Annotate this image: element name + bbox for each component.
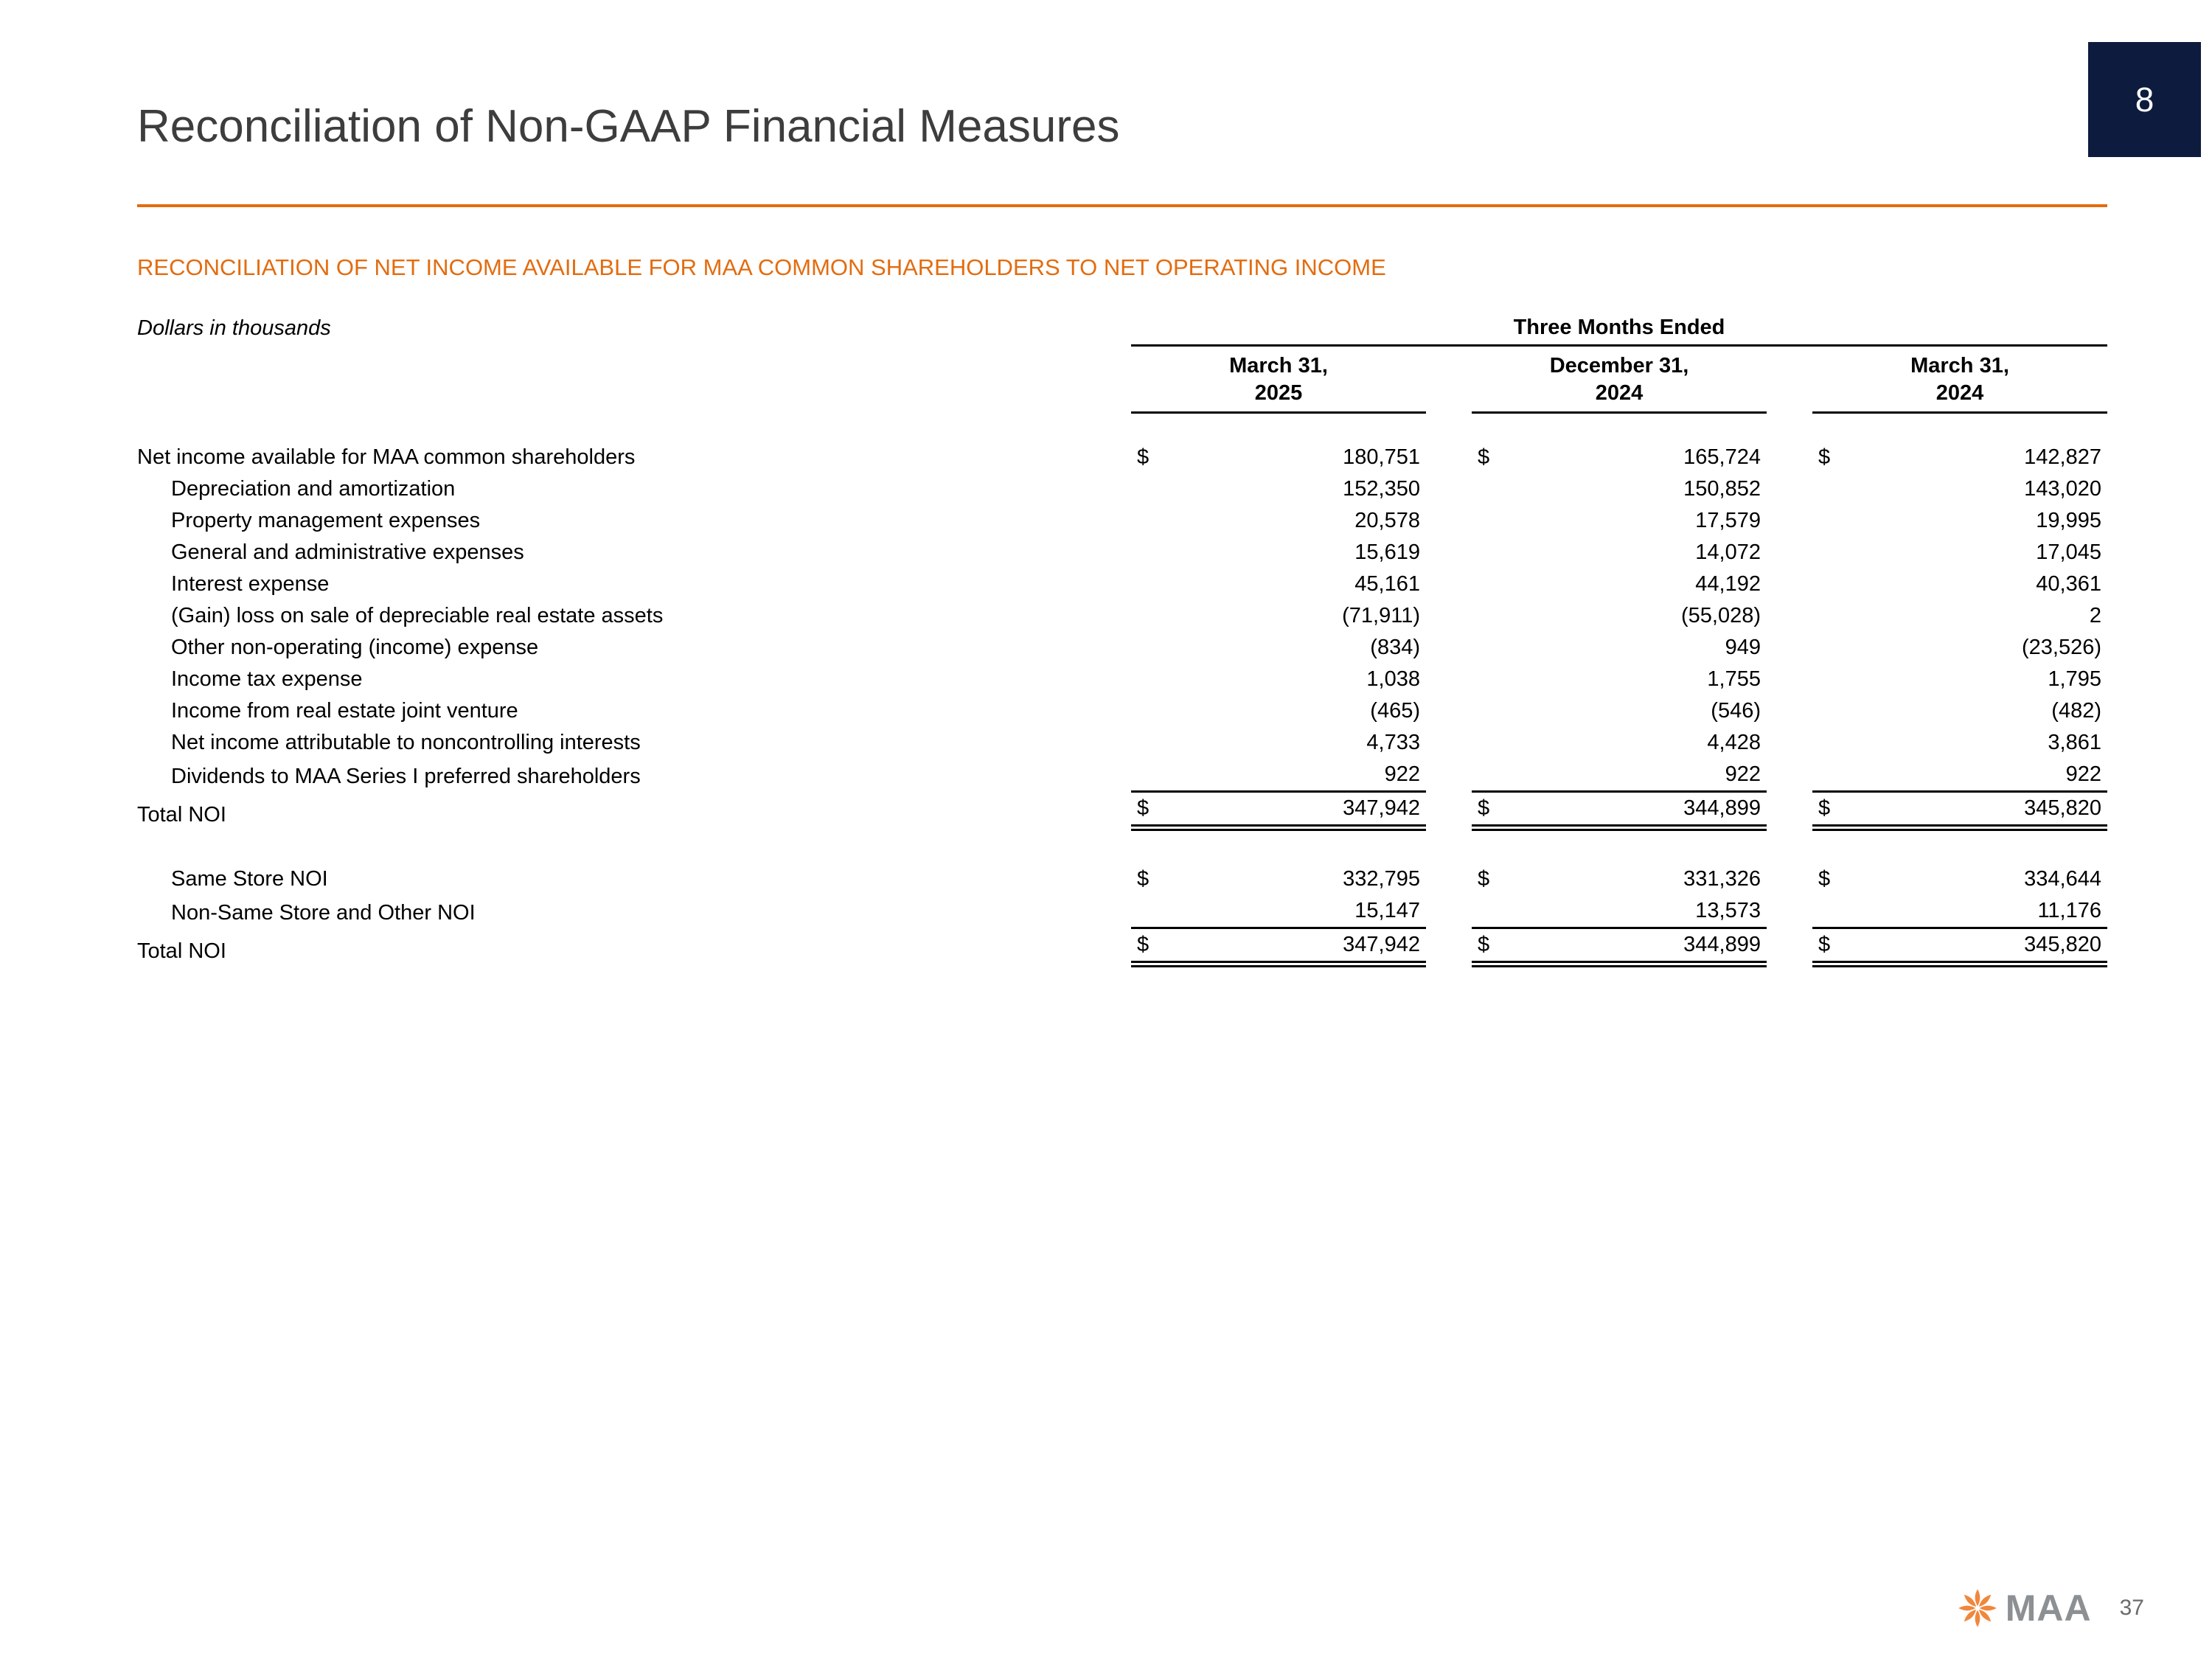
column-header-1-line2: 2025	[1254, 381, 1303, 405]
row-label: Property management expenses	[171, 509, 481, 532]
column-header-3-line1: March 31,	[1910, 354, 2009, 378]
value-cell-col3	[1812, 895, 2107, 929]
table-row	[137, 473, 2107, 505]
value: 11,176	[2037, 899, 2101, 922]
value-cell-col2	[1472, 863, 1767, 895]
table-row	[137, 793, 2107, 831]
table-row	[137, 568, 2107, 600]
value-cell-col2	[1472, 727, 1767, 759]
value: 20,578	[1354, 509, 1420, 532]
value: 345,820	[2024, 933, 2101, 956]
row-label: Net income available for MAA common shareholders	[137, 445, 636, 469]
value: 347,942	[1343, 796, 1420, 820]
value: 40,361	[2036, 572, 2101, 596]
value: (23,526)	[2021, 636, 2101, 659]
value: 45,161	[1354, 572, 1420, 596]
section-heading: RECONCILIATION OF NET INCOME AVAILABLE FOR MAA COMMON SHAREHOLDERS TO NET OPERATING INCOME	[137, 254, 1386, 280]
dollar-sign: $	[1137, 867, 1150, 891]
group-header: Three Months Ended	[1131, 316, 2107, 347]
row-label: Total NOI	[137, 939, 226, 963]
maa-logo-icon	[1957, 1587, 1998, 1629]
value-cell-col2	[1472, 568, 1767, 600]
value-cell-col3	[1812, 664, 2107, 695]
value: 15,147	[1354, 899, 1420, 922]
dollar-sign: $	[1818, 933, 1831, 956]
value: 13,573	[1695, 899, 1761, 922]
dollar-sign: $	[1137, 445, 1150, 469]
maa-logo-text: MAA	[2005, 1587, 2092, 1629]
dollar-sign: $	[1818, 445, 1831, 469]
table-row	[137, 442, 2107, 473]
row-label: Same Store NOI	[171, 867, 328, 891]
value-cell-col2	[1472, 632, 1767, 664]
value-cell-col1	[1131, 473, 1426, 505]
value: 142,827	[2024, 445, 2101, 469]
value: (834)	[1370, 636, 1420, 659]
table-row	[137, 537, 2107, 568]
value: 332,795	[1343, 867, 1420, 891]
row-label: Income from real estate joint venture	[171, 699, 518, 723]
dollar-sign: $	[1137, 933, 1150, 956]
value: 344,899	[1683, 933, 1761, 956]
table-row	[137, 929, 2107, 967]
units-note: Dollars in thousands	[137, 316, 331, 340]
value-cell-col1	[1131, 759, 1426, 793]
table-body-breakdown	[137, 863, 2107, 967]
column-header-1	[1131, 352, 1426, 414]
value-cell-col2	[1472, 505, 1767, 537]
value-cell-col1	[1131, 664, 1426, 695]
value-cell-col1	[1131, 568, 1426, 600]
row-label: Depreciation and amortization	[171, 477, 456, 501]
value: 15,619	[1354, 540, 1420, 564]
table-body-main	[137, 442, 2107, 831]
dollar-sign: $	[1137, 796, 1150, 820]
row-label: Interest expense	[171, 572, 330, 596]
value-cell-col1	[1131, 537, 1426, 568]
value-cell-col1	[1131, 929, 1426, 967]
value: 4,733	[1366, 731, 1420, 754]
value: 344,899	[1683, 796, 1761, 820]
value: 143,020	[2024, 477, 2101, 501]
accent-divider	[137, 204, 2107, 207]
value: 922	[1725, 762, 1761, 786]
column-header-2-line2: 2024	[1595, 381, 1644, 405]
column-header-2-line1: December 31,	[1549, 354, 1689, 378]
value: (71,911)	[1342, 604, 1420, 627]
footer	[1957, 1587, 2144, 1630]
value-cell-col1	[1131, 442, 1426, 473]
value-cell-col3	[1812, 793, 2107, 831]
value-cell-col1	[1131, 695, 1426, 727]
dollar-sign: $	[1478, 445, 1490, 469]
table-row	[137, 863, 2107, 895]
value-cell-col3	[1812, 929, 2107, 967]
value: 347,942	[1343, 933, 1420, 956]
row-label: (Gain) loss on sale of depreciable real estate assets	[171, 604, 664, 627]
dollar-sign: $	[1478, 933, 1490, 956]
value: 14,072	[1695, 540, 1761, 564]
page-number-badge: 8	[2088, 42, 2201, 157]
table-header-group-row	[137, 316, 2107, 347]
value-cell-col1	[1131, 632, 1426, 664]
row-label: Other non-operating (income) expense	[171, 636, 539, 659]
value-cell-col2	[1472, 759, 1767, 793]
value-cell-col2	[1472, 537, 1767, 568]
value-cell-col2	[1472, 695, 1767, 727]
value-cell-col3	[1812, 473, 2107, 505]
column-header-1-line1: March 31,	[1229, 354, 1328, 378]
dollar-sign: $	[1478, 867, 1490, 891]
row-label: Total NOI	[137, 803, 226, 827]
column-header-3-line2: 2024	[1935, 381, 1984, 405]
row-label: Dividends to MAA Series I preferred shareholders	[171, 765, 641, 788]
value-cell-col2	[1472, 793, 1767, 831]
value-cell-col2	[1472, 600, 1767, 632]
value-cell-col3	[1812, 600, 2107, 632]
table-header-columns-row	[137, 352, 2107, 414]
value: 165,724	[1683, 445, 1761, 469]
value-cell-col3	[1812, 537, 2107, 568]
row-label: General and administrative expenses	[171, 540, 524, 564]
value-cell-col3	[1812, 759, 2107, 793]
value-cell-col3	[1812, 442, 2107, 473]
table-row	[137, 664, 2107, 695]
table-row	[137, 895, 2107, 929]
value-cell-col2	[1472, 664, 1767, 695]
value: 3,861	[2048, 731, 2101, 754]
table-row	[137, 505, 2107, 537]
value-cell-col3	[1812, 863, 2107, 895]
value-cell-col2	[1472, 929, 1767, 967]
value-cell-col3	[1812, 505, 2107, 537]
value: 17,579	[1695, 509, 1761, 532]
value-cell-col1	[1131, 600, 1426, 632]
value: 1,755	[1707, 667, 1761, 691]
value-cell-col1	[1131, 505, 1426, 537]
value: 2	[2089, 604, 2101, 627]
page-title: Reconciliation of Non-GAAP Financial Measures	[137, 101, 1120, 152]
value: 345,820	[2024, 796, 2101, 820]
table-row	[137, 695, 2107, 727]
value: 331,326	[1683, 867, 1761, 891]
value: 150,852	[1683, 477, 1761, 501]
value: 4,428	[1707, 731, 1761, 754]
value: 922	[1384, 762, 1420, 786]
value-cell-col3	[1812, 727, 2107, 759]
dollar-sign: $	[1818, 796, 1831, 820]
value: (465)	[1370, 699, 1420, 723]
value-cell-col2	[1472, 473, 1767, 505]
value: 1,038	[1366, 667, 1420, 691]
value: 180,751	[1343, 445, 1420, 469]
value-cell-col2	[1472, 895, 1767, 929]
value-cell-col3	[1812, 568, 2107, 600]
reconciliation-table	[137, 316, 2107, 967]
value-cell-col1	[1131, 895, 1426, 929]
dollar-sign: $	[1478, 796, 1490, 820]
value: (546)	[1711, 699, 1761, 723]
column-header-3	[1812, 352, 2107, 414]
table-row	[137, 600, 2107, 632]
table-row	[137, 727, 2107, 759]
row-label: Net income attributable to noncontrolling interests	[171, 731, 641, 754]
row-label: Income tax expense	[171, 667, 363, 691]
dollar-sign: $	[1818, 867, 1831, 891]
value-cell-col1	[1131, 863, 1426, 895]
value: 922	[2065, 762, 2101, 786]
footer-page-number: 37	[2119, 1596, 2144, 1620]
value: 1,795	[2048, 667, 2101, 691]
table-row	[137, 632, 2107, 664]
row-label: Non-Same Store and Other NOI	[171, 901, 476, 925]
value: 19,995	[2036, 509, 2101, 532]
value: 334,644	[2024, 867, 2101, 891]
value-cell-col2	[1472, 442, 1767, 473]
table-row	[137, 759, 2107, 793]
value: (55,028)	[1680, 604, 1761, 627]
value: (482)	[2051, 699, 2101, 723]
value: 152,350	[1343, 477, 1420, 501]
value-cell-col3	[1812, 695, 2107, 727]
value-cell-col1	[1131, 793, 1426, 831]
value-cell-col1	[1131, 727, 1426, 759]
value: 17,045	[2036, 540, 2101, 564]
value: 44,192	[1695, 572, 1761, 596]
value: 949	[1725, 636, 1761, 659]
column-header-2	[1472, 352, 1767, 414]
value-cell-col3	[1812, 632, 2107, 664]
